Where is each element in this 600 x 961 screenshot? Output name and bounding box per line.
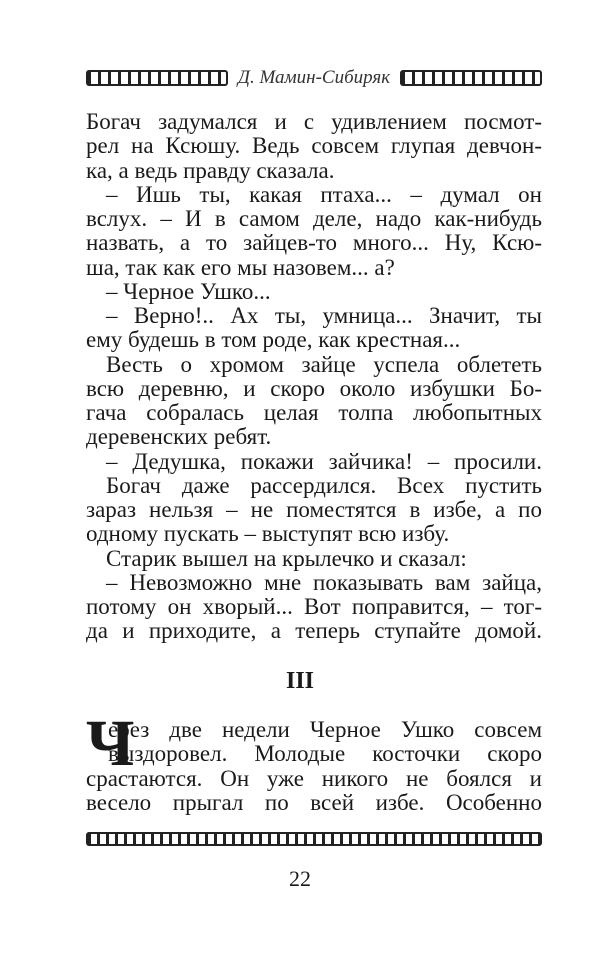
text-line: зараз нельзя – не поместятся в избе, а по	[86, 497, 542, 522]
text-line: ка, а ведь правду сказала.	[86, 157, 335, 183]
text-line: Богач задумался и с удивлением посмот-	[86, 109, 542, 134]
text-line: Богач даже рассердился. Всех пустить	[106, 472, 542, 498]
text-line: ему будешь в том роде, как крестная...	[86, 327, 461, 353]
header-ornament-right	[400, 70, 542, 86]
text-line: да и приходите, а теперь ступайте домой.	[86, 618, 542, 644]
footer-ornament	[86, 832, 542, 846]
running-header	[86, 66, 542, 90]
text-line: ерез две недели Черное Ушко совсем	[108, 717, 542, 742]
text-line: – Невозможно мне показывать вам зайца,	[106, 569, 542, 595]
text-line: ша, так как его мы назовем... а?	[86, 254, 395, 280]
page-number: 22	[289, 866, 311, 891]
text-line: всю деревню, и скоро около избушки Бо-	[86, 375, 542, 401]
text-line: рел на Ксюшу. Ведь совсем глупая девчон-	[86, 133, 542, 159]
header-ornament-left	[86, 70, 228, 86]
text-line: Старик вышел на крылечко и сказал:	[106, 545, 467, 571]
text-line: одному пускать – выступят всю избу.	[86, 521, 450, 547]
chapter-text	[86, 718, 542, 815]
text-line: гача собралась целая толпа любопытных	[86, 400, 542, 425]
text-line: – Черное Ушко...	[106, 278, 271, 304]
text-line: – Верно!.. Ах ты, умница... Значит, ты	[106, 303, 542, 328]
text-line: срастаются. Он уже никого не боялся и	[86, 765, 542, 791]
text-line: вслух. – И в самом деле, надо как-нибудь	[86, 206, 542, 231]
text-line: – Дедушка, покажи зайчика! – просили.	[106, 448, 542, 474]
drop-cap: Ч	[86, 707, 135, 780]
chapter-heading: III	[285, 668, 315, 694]
text-line: назвать, а то зайцев-то много... Ну, Ксю-	[86, 230, 542, 256]
text-line: деревенских ребят.	[86, 424, 272, 450]
body-text	[86, 110, 542, 644]
text-line: весело прыгал по всей избе. Особенно	[86, 789, 542, 815]
text-line: Весть о хромом зайце успела облететь	[106, 351, 542, 377]
text-line: выздоровел. Молодые косточки скоро	[108, 741, 542, 767]
text-line: – Ишь ты, какая птаха... – думал он	[106, 181, 542, 207]
running-header-author: Д. Мамин-Сибиряк	[237, 67, 391, 88]
text-line: потому он хворый... Вот поправится, – тог-	[86, 594, 542, 619]
